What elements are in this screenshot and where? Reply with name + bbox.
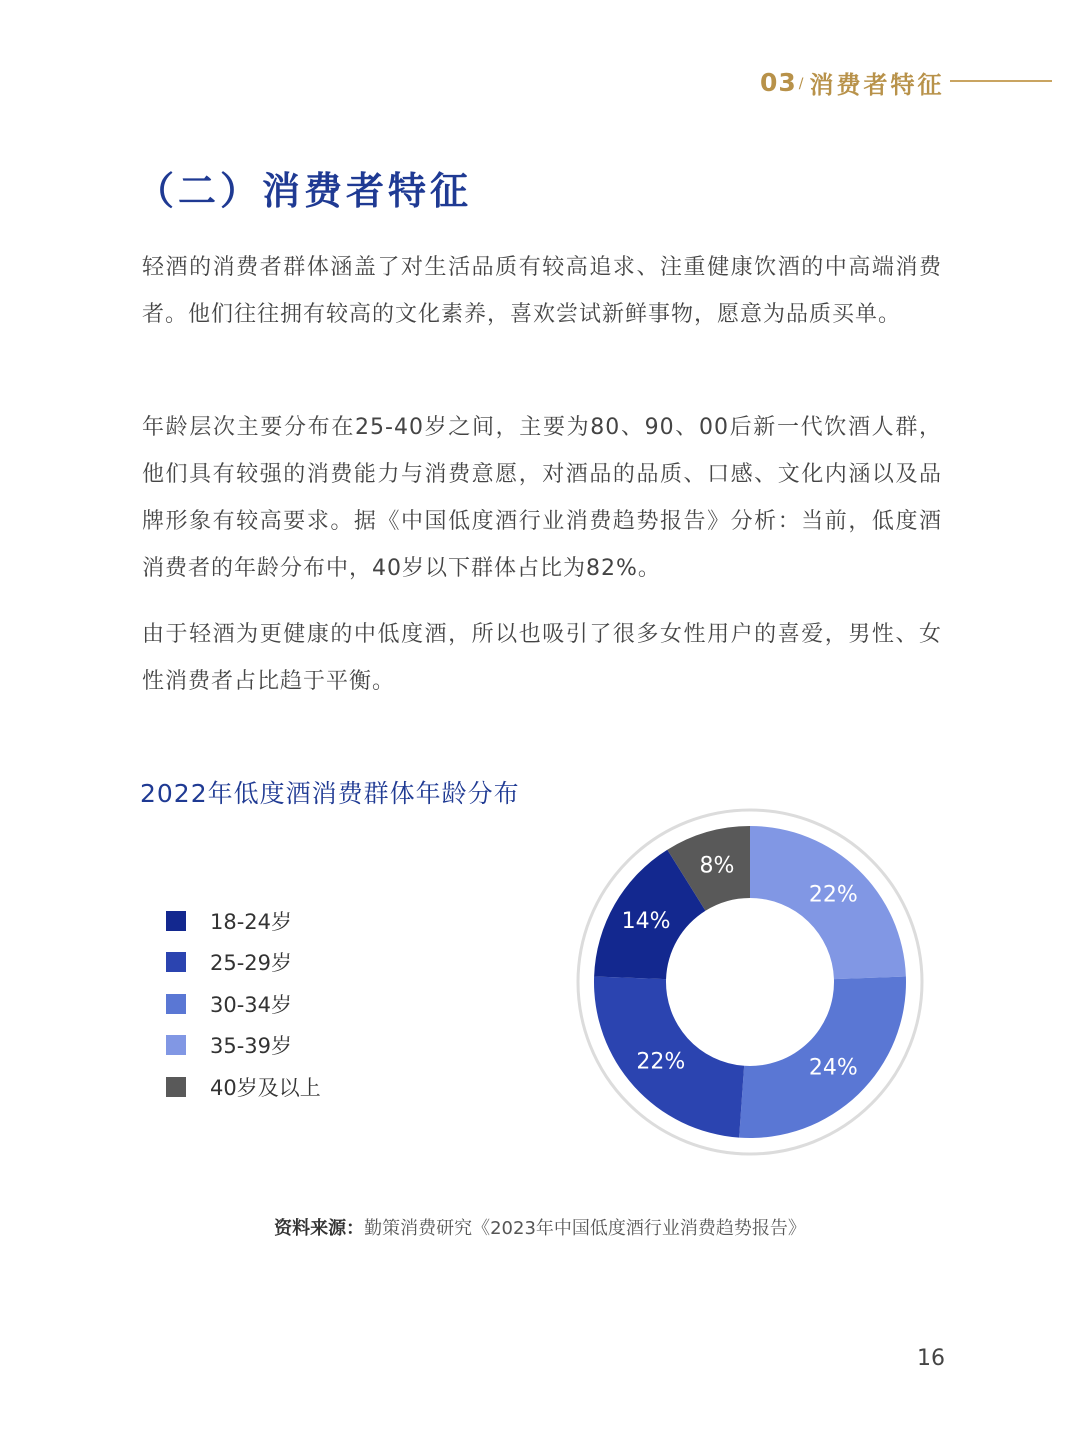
header-section-label: 消费者特征 — [809, 70, 945, 99]
donut-slice-label: 24% — [808, 1055, 858, 1081]
legend-swatch — [166, 1077, 186, 1097]
legend-swatch — [166, 952, 186, 972]
section-title: （二）消费者特征 — [136, 169, 473, 213]
paragraph-gender-balance: 由于轻酒为更健康的中低度酒，所以也吸引了很多女性用户的喜爱，男性、女性消费者占比趋于平衡。 — [142, 622, 942, 694]
legend-swatch — [166, 911, 186, 931]
legend-item — [166, 1025, 426, 1067]
donut-chart — [575, 807, 925, 1157]
donut-slice-label: 22% — [636, 1049, 686, 1075]
legend-item — [166, 942, 426, 984]
source-label: 资料来源： — [274, 1218, 365, 1239]
donut-slice-label: 22% — [808, 882, 858, 908]
header-rule — [950, 80, 1052, 82]
header-section-number: 03 — [760, 67, 797, 97]
legend-label: 30-34岁 — [210, 992, 293, 1017]
legend-item — [166, 1066, 426, 1108]
paragraph-consumer-profile: 轻酒的消费者群体涵盖了对生活品质有较高追求、注重健康饮酒的中高端消费者。他们往往拥有较高的文化素养，喜欢尝试新鲜事物，愿意为品质买单。 — [142, 255, 942, 327]
legend-label: 25-29岁 — [210, 951, 293, 976]
legend-swatch — [166, 1035, 186, 1055]
source-text: 勤策消费研究《2023年中国低度酒行业消费趋势报告》 — [364, 1218, 806, 1239]
paragraph-age-distribution: 年龄层次主要分布在25-40岁之间，主要为80、90、00后新一代饮酒人群，他们具有较强的消费能力与消费意愿，对酒品的品质、口感、文化内涵以及品牌形象有较高要求。据《中国低度酒行业消费趋势报告》分析：当前，低度酒消费者的年龄分布中，40岁以下群体占比为82%。 — [142, 415, 942, 581]
chart-title: 2022年低度酒消费群体年龄分布 — [140, 779, 520, 808]
legend-item — [166, 900, 426, 942]
legend-label: 40岁及以上 — [210, 1075, 321, 1100]
legend-label: 18-24岁 — [210, 909, 293, 934]
donut-slice-label: 14% — [621, 909, 671, 934]
source-citation — [0, 1214, 1080, 1240]
chart-legend — [166, 900, 426, 1108]
legend-label: 35-39岁 — [210, 1034, 293, 1059]
page-number: 16 — [917, 1346, 945, 1371]
donut-slice-label: 8% — [699, 853, 735, 879]
legend-item — [166, 983, 426, 1025]
legend-swatch — [166, 994, 186, 1014]
header-slash: / — [798, 76, 804, 92]
section-header-tag — [760, 62, 945, 102]
